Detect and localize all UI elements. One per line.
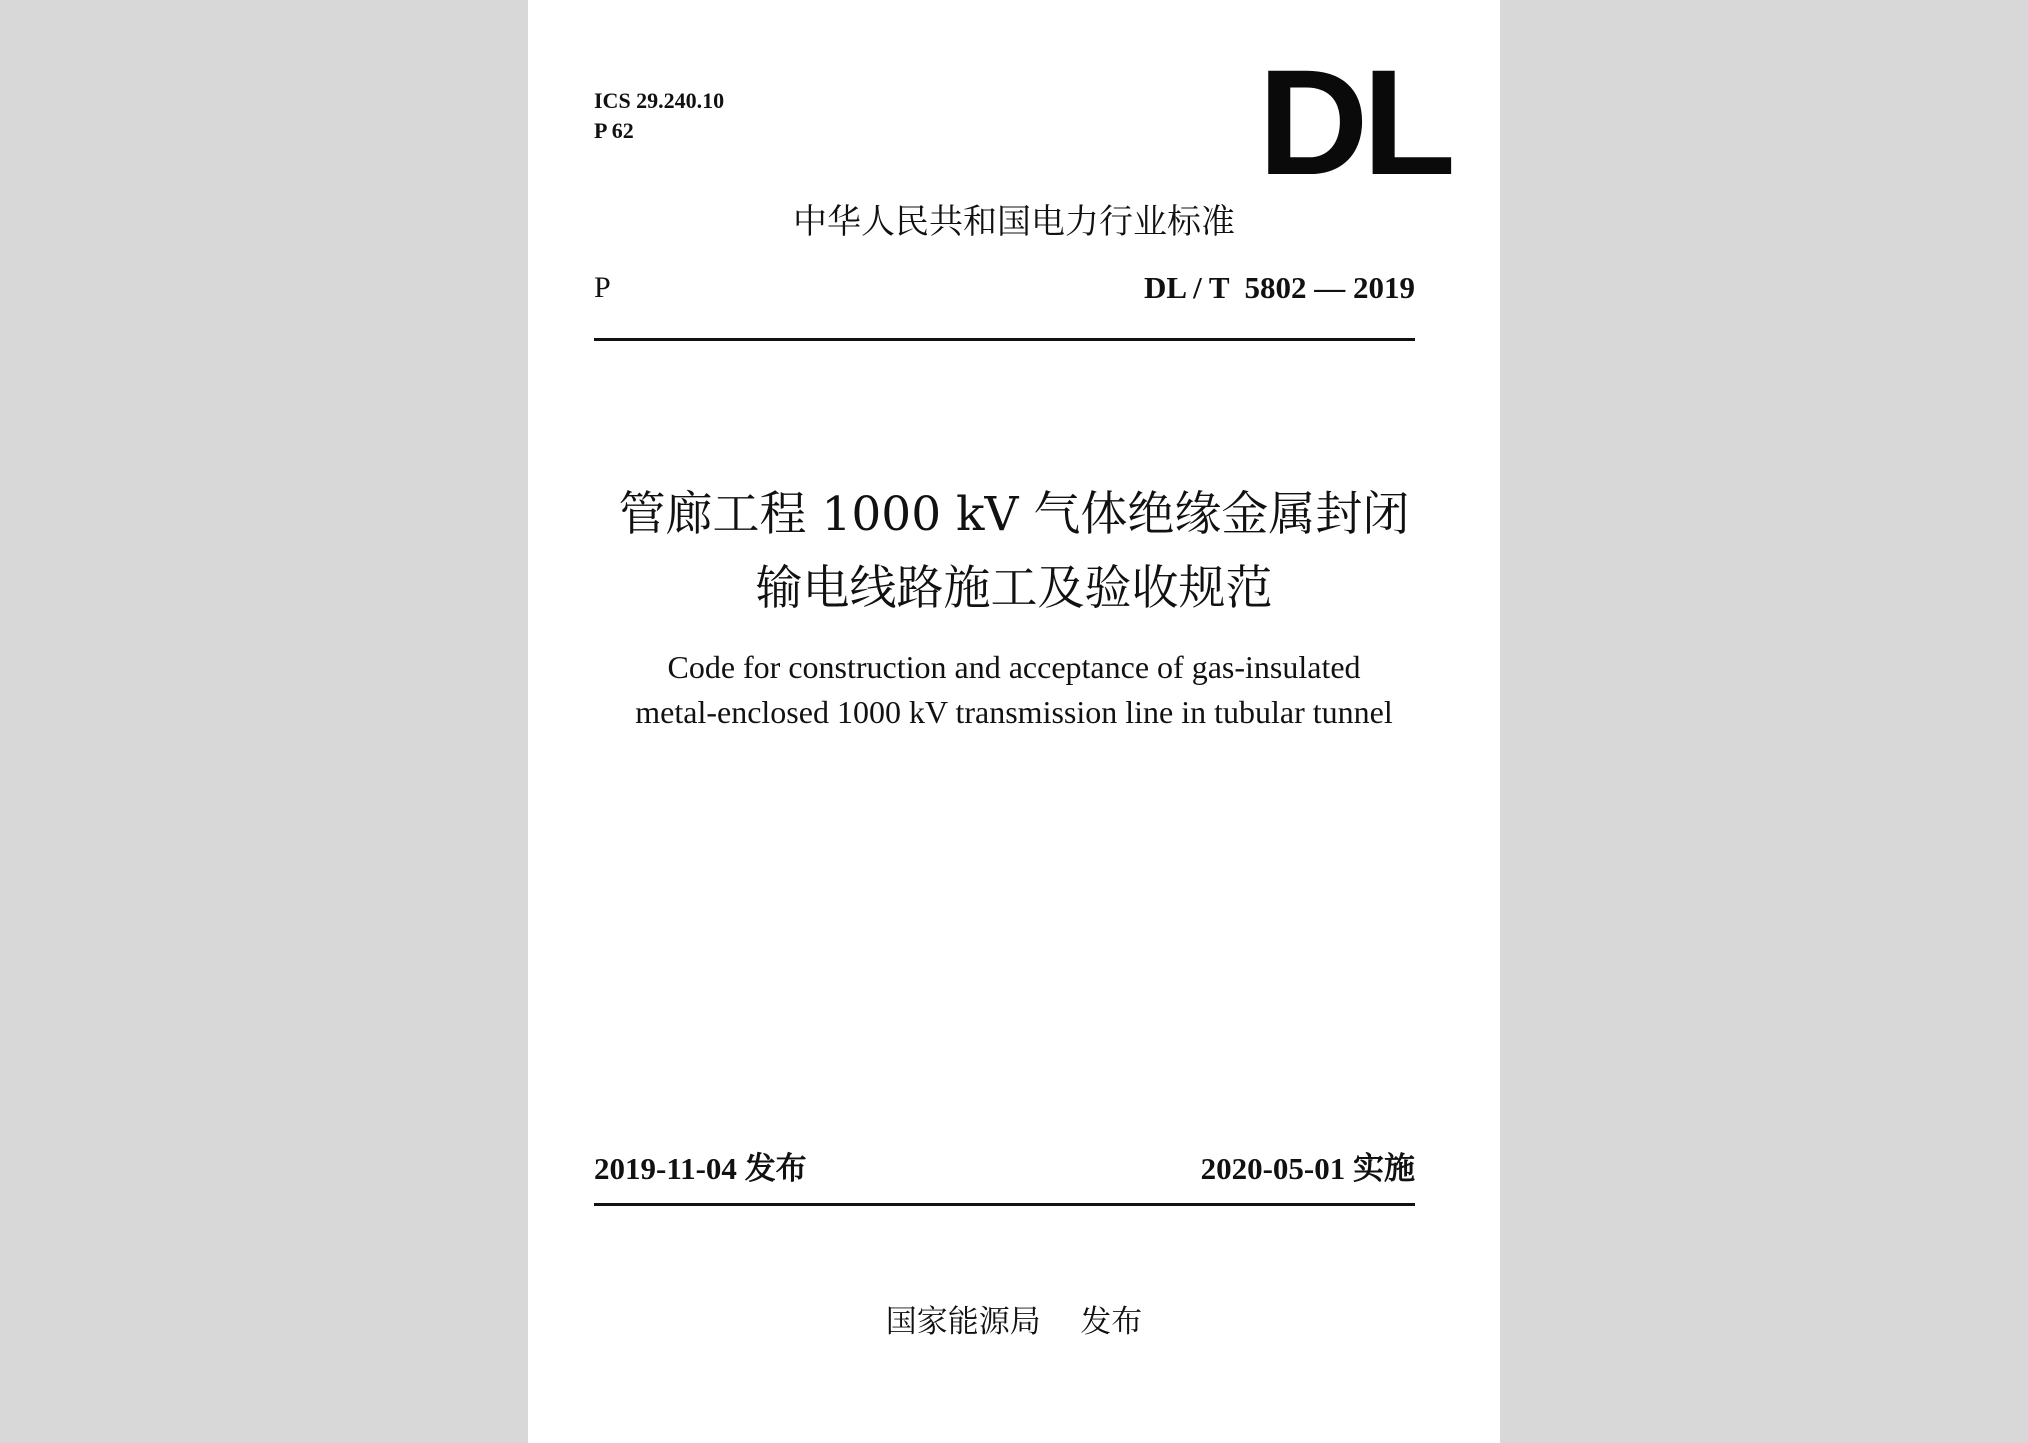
publish-label: 发布 xyxy=(1080,1304,1143,1340)
issue-label: 发布 xyxy=(744,1151,807,1187)
english-title-line-2: metal-enclosed 1000 kV transmission line in tubular tunnel xyxy=(635,694,1393,730)
publisher-name: 国家能源局 xyxy=(885,1304,1041,1340)
top-divider xyxy=(594,338,1415,341)
industry-standard-title: 中华人民共和国电力行业标准 xyxy=(793,202,1235,242)
english-title-line-1: Code for construction and acceptance of gas-insulated xyxy=(667,649,1361,685)
implement-date: 2020-05-01 xyxy=(1200,1151,1346,1186)
publisher-line xyxy=(528,1300,1500,1344)
implement-date-block xyxy=(1201,1147,1415,1191)
chinese-title xyxy=(528,478,1500,626)
class-code-small: P 62 xyxy=(594,118,634,143)
chinese-title-line-1: 管廊工程 1000 kV 气体绝缘金属封闭 xyxy=(618,487,1410,542)
ics-code: ICS 29.240.10 xyxy=(594,88,725,113)
bottom-divider xyxy=(594,1203,1415,1206)
implement-label: 实施 xyxy=(1353,1151,1415,1187)
standard-number: DL / T 5802 — 2019 xyxy=(1143,270,1415,305)
classification-codes xyxy=(594,86,724,146)
category-code: P xyxy=(594,271,611,304)
issue-date-block xyxy=(594,1147,807,1191)
english-title xyxy=(528,645,1500,735)
issue-date: 2019-11-04 xyxy=(594,1151,737,1186)
chinese-title-line-2: 输电线路施工及验收规范 xyxy=(755,561,1273,616)
dl-logo: DL xyxy=(1258,38,1450,206)
document-cover xyxy=(528,0,1500,1443)
